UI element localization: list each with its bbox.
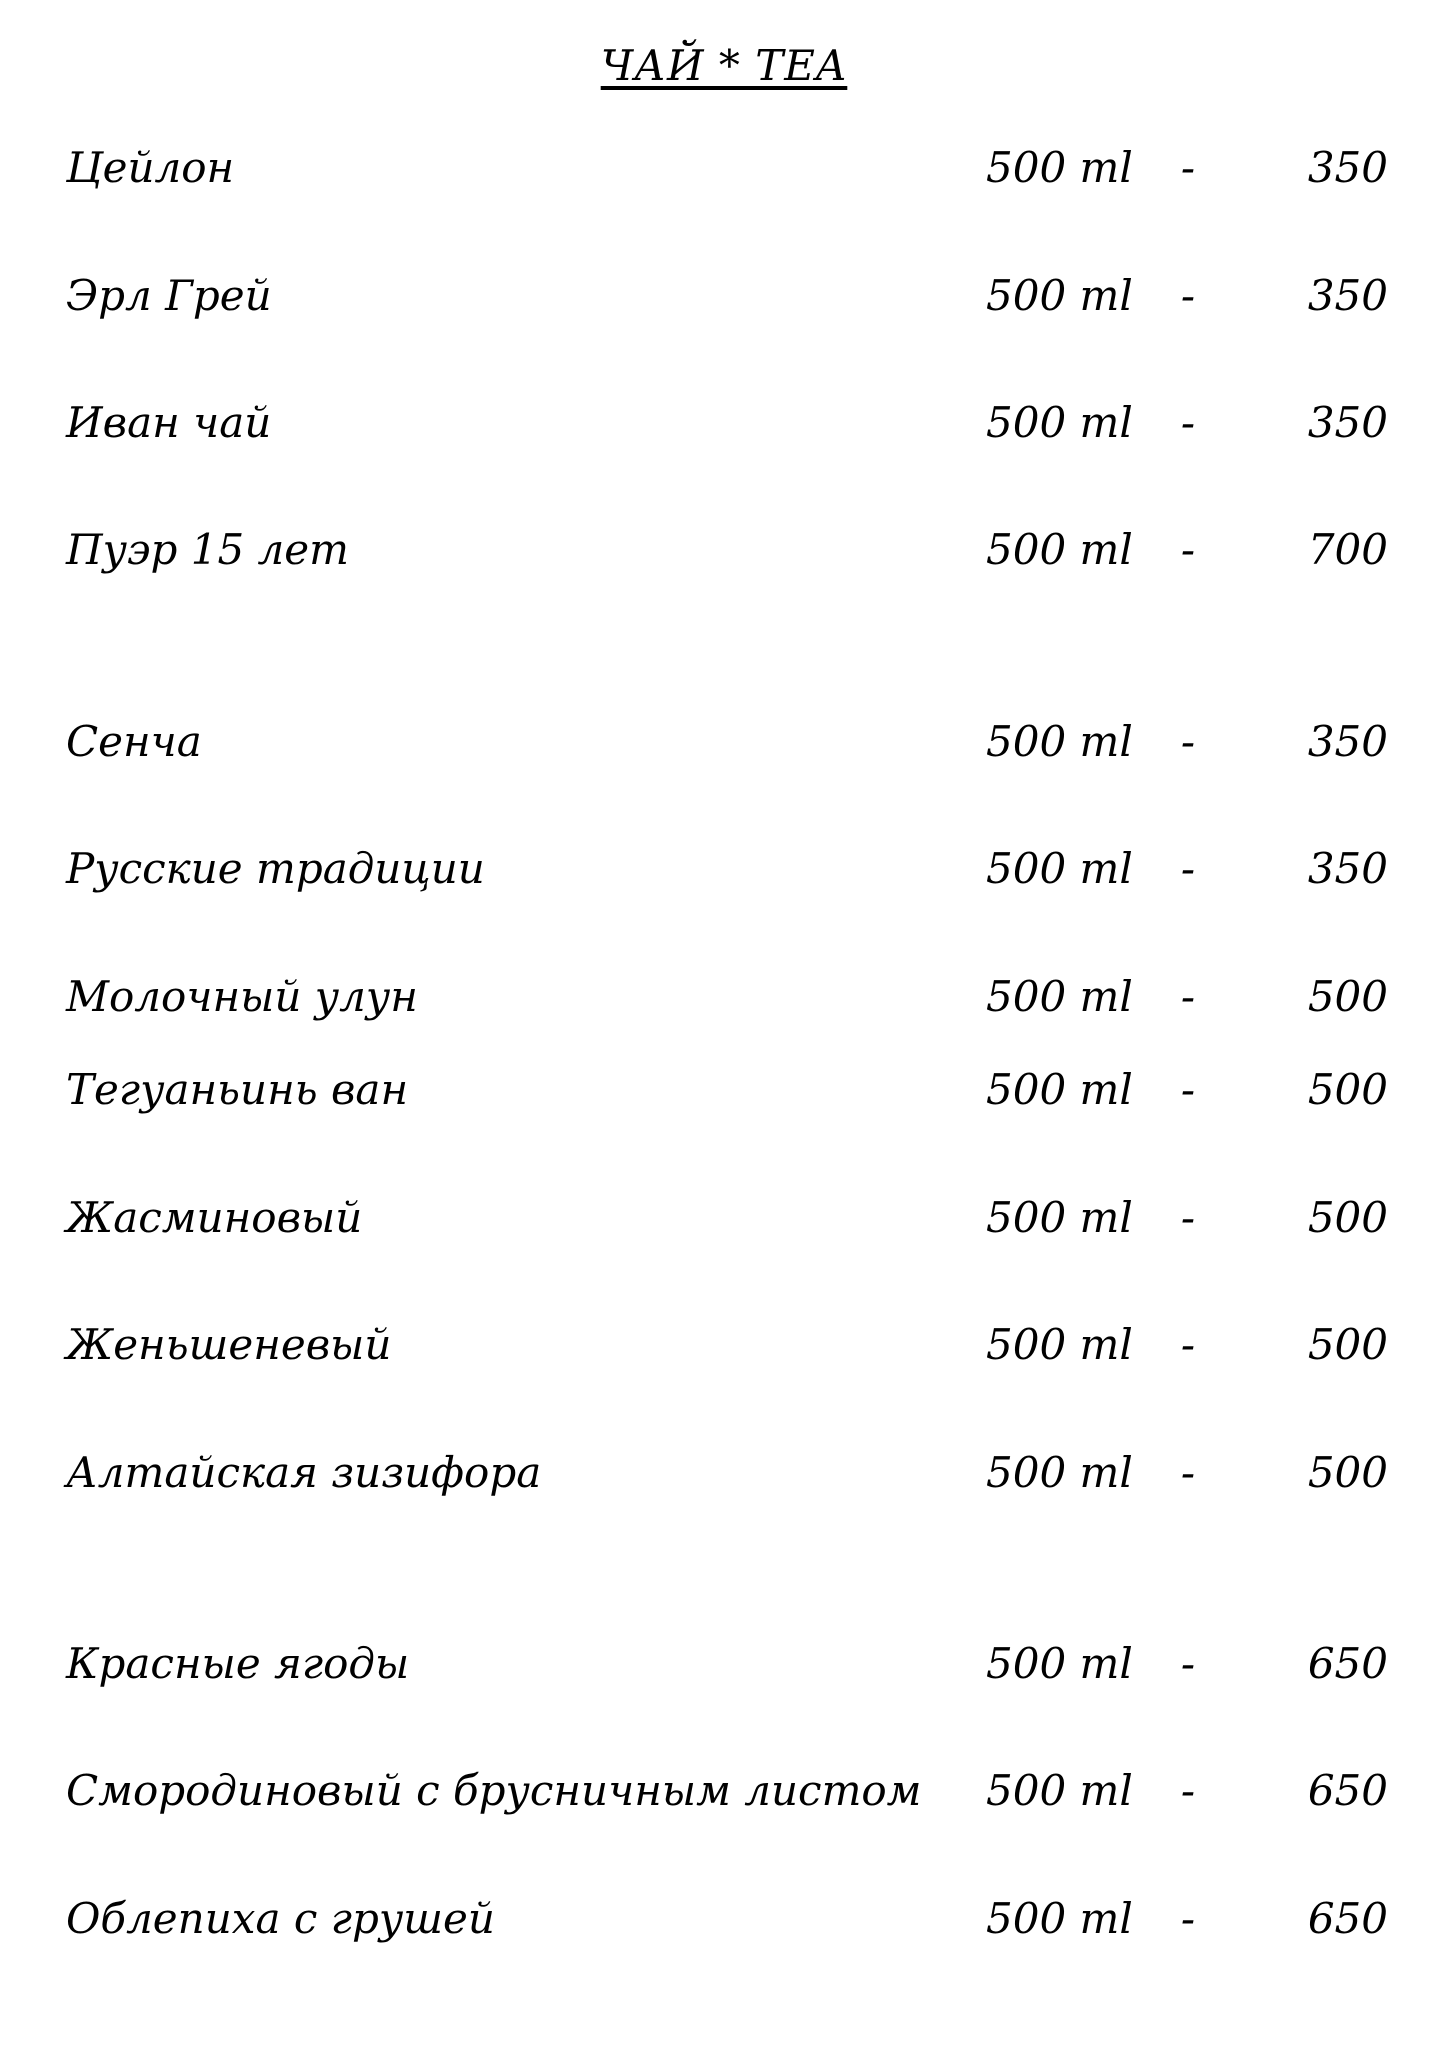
item-dash: - xyxy=(1180,1639,1196,1688)
item-price: 650 xyxy=(1307,1766,1388,1815)
item-price: 500 xyxy=(1307,972,1388,1021)
item-name: Алтайская зизифора xyxy=(66,1448,542,1497)
item-volume: 500 ml xyxy=(986,398,1133,447)
item-price: 350 xyxy=(1307,143,1388,192)
item-price: 500 xyxy=(1307,1320,1388,1369)
menu-item-row xyxy=(0,1443,1448,1503)
item-name: Облепиха с грушей xyxy=(66,1894,495,1943)
item-volume: 500 ml xyxy=(986,1448,1133,1497)
item-name: Русские традиции xyxy=(66,844,485,893)
item-volume: 500 ml xyxy=(986,1065,1133,1114)
item-price: 350 xyxy=(1307,271,1388,320)
item-name: Женьшеневый xyxy=(66,1320,392,1369)
item-dash: - xyxy=(1180,525,1196,574)
item-dash: - xyxy=(1180,143,1196,192)
item-dash: - xyxy=(1180,1766,1196,1815)
item-price: 350 xyxy=(1307,844,1388,893)
item-dash: - xyxy=(1180,844,1196,893)
item-dash: - xyxy=(1180,717,1196,766)
menu-item-row xyxy=(0,520,1448,580)
item-name: Цейлон xyxy=(66,143,235,192)
item-volume: 500 ml xyxy=(986,1320,1133,1369)
item-dash: - xyxy=(1180,1448,1196,1497)
item-name: Эрл Грей xyxy=(66,271,272,320)
item-volume: 500 ml xyxy=(986,1193,1133,1242)
menu-item-row xyxy=(0,967,1448,1027)
item-volume: 500 ml xyxy=(986,1894,1133,1943)
item-dash: - xyxy=(1180,1193,1196,1242)
item-name: Смородиновый с брусничным листом xyxy=(66,1766,922,1815)
item-dash: - xyxy=(1180,1894,1196,1943)
item-dash: - xyxy=(1180,1320,1196,1369)
menu-item-row xyxy=(0,138,1448,198)
menu-item-row xyxy=(0,266,1448,326)
item-volume: 500 ml xyxy=(986,972,1133,1021)
menu-title: ЧАЙ * TEA xyxy=(600,41,848,90)
item-name: Тегуаньинь ван xyxy=(66,1065,409,1114)
item-price: 350 xyxy=(1307,717,1388,766)
item-dash: - xyxy=(1180,972,1196,1021)
item-volume: 500 ml xyxy=(986,271,1133,320)
item-price: 500 xyxy=(1307,1065,1388,1114)
item-volume: 500 ml xyxy=(986,525,1133,574)
item-volume: 500 ml xyxy=(986,1766,1133,1815)
menu-item-row xyxy=(0,1060,1448,1120)
item-name: Пуэр 15 лет xyxy=(66,525,349,574)
item-price: 650 xyxy=(1307,1894,1388,1943)
item-price: 500 xyxy=(1307,1193,1388,1242)
item-volume: 500 ml xyxy=(986,844,1133,893)
item-dash: - xyxy=(1180,271,1196,320)
item-volume: 500 ml xyxy=(986,143,1133,192)
item-name: Жасминовый xyxy=(66,1193,363,1242)
menu-item-row xyxy=(0,712,1448,772)
item-dash: - xyxy=(1180,1065,1196,1114)
menu-item-row xyxy=(0,1315,1448,1375)
item-volume: 500 ml xyxy=(986,717,1133,766)
menu-item-row xyxy=(0,393,1448,453)
item-price: 350 xyxy=(1307,398,1388,447)
item-name: Красные ягоды xyxy=(66,1639,410,1688)
item-name: Сенча xyxy=(66,717,202,766)
item-price: 500 xyxy=(1307,1448,1388,1497)
item-price: 650 xyxy=(1307,1639,1388,1688)
item-name: Иван чай xyxy=(66,398,272,447)
item-dash: - xyxy=(1180,398,1196,447)
menu-item-row xyxy=(0,1761,1448,1821)
menu-item-row xyxy=(0,1188,1448,1248)
menu-item-row xyxy=(0,1889,1448,1949)
item-price: 700 xyxy=(1307,525,1388,574)
item-name: Молочный улун xyxy=(66,972,418,1021)
item-volume: 500 ml xyxy=(986,1639,1133,1688)
menu-item-row xyxy=(0,1634,1448,1694)
menu-item-row xyxy=(0,839,1448,899)
